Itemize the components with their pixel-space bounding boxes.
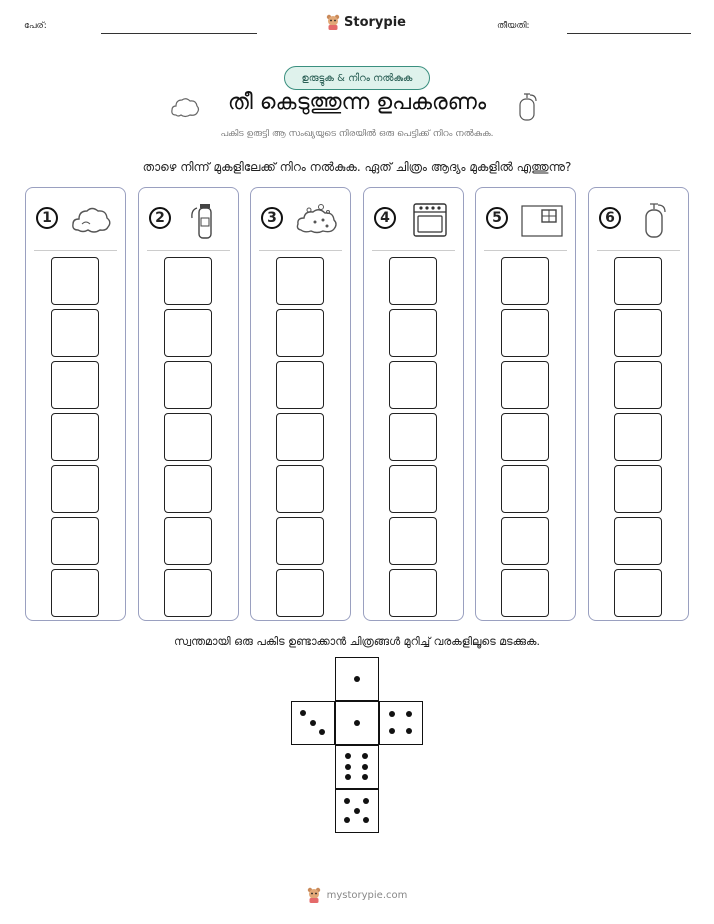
color-box[interactable]	[276, 257, 324, 305]
dice-pip	[389, 711, 395, 717]
color-box[interactable]	[51, 257, 99, 305]
bear-mascot-icon	[307, 887, 321, 903]
color-box[interactable]	[164, 465, 212, 513]
page-subtitle: പകിട ഉരുട്ടി ആ സംഖ്യയുടെ നിരയിൽ ഒരു പെട്ടിക്ക് നിറം നൽകുക.	[220, 129, 494, 139]
column-5	[475, 187, 576, 621]
color-box[interactable]	[276, 569, 324, 617]
color-box[interactable]	[276, 413, 324, 461]
column-number: 6	[599, 207, 621, 229]
dice-pip	[362, 774, 368, 780]
color-box[interactable]	[501, 361, 549, 409]
color-box[interactable]	[51, 309, 99, 357]
divider	[147, 250, 230, 251]
bear-mascot-icon	[326, 14, 340, 30]
color-box[interactable]	[389, 361, 437, 409]
color-box[interactable]	[276, 309, 324, 357]
color-box[interactable]	[501, 569, 549, 617]
divider	[259, 250, 342, 251]
color-box[interactable]	[614, 517, 662, 565]
color-box[interactable]	[389, 517, 437, 565]
color-box[interactable]	[164, 309, 212, 357]
dice-pip	[310, 720, 316, 726]
date-label: തീയതി:	[497, 21, 530, 31]
date-line[interactable]	[567, 33, 691, 34]
dice-pip	[406, 711, 412, 717]
column-6	[588, 187, 689, 621]
color-box[interactable]	[614, 361, 662, 409]
color-box[interactable]	[164, 361, 212, 409]
stove-oven-icon	[408, 200, 452, 240]
dice-instruction: സ്വന്തമായി ഒരു പകിട ഉണ്ടാക്കാൻ ചിത്രങ്ങൾ മുറിച്ച് വരകളിലൂടെ മടക്കുക.	[174, 635, 540, 648]
color-box[interactable]	[614, 309, 662, 357]
dice-pip	[345, 764, 351, 770]
smoke-cloud-icon	[70, 200, 114, 240]
foam-cloud-icon	[295, 200, 339, 240]
column-number: 4	[374, 207, 396, 229]
column-1	[25, 187, 126, 621]
color-box[interactable]	[614, 569, 662, 617]
color-box[interactable]	[501, 465, 549, 513]
color-box[interactable]	[164, 517, 212, 565]
brand-name: Storypie	[344, 14, 406, 30]
color-box[interactable]	[276, 361, 324, 409]
dice-pip	[406, 728, 412, 734]
color-box[interactable]	[389, 309, 437, 357]
color-box[interactable]	[51, 517, 99, 565]
dice-pip	[354, 676, 360, 682]
color-box[interactable]	[51, 569, 99, 617]
color-box[interactable]	[164, 413, 212, 461]
color-box[interactable]	[501, 517, 549, 565]
column-4	[363, 187, 464, 621]
footer	[0, 887, 714, 903]
color-box[interactable]	[389, 569, 437, 617]
color-box[interactable]	[389, 257, 437, 305]
color-box[interactable]	[276, 465, 324, 513]
dice-pip	[345, 753, 351, 759]
dice-pip	[319, 729, 325, 735]
color-box[interactable]	[389, 465, 437, 513]
color-box[interactable]	[501, 309, 549, 357]
window-wall-icon	[520, 200, 564, 240]
dice-pip	[362, 764, 368, 770]
divider	[484, 250, 567, 251]
name-line[interactable]	[101, 33, 257, 34]
color-box[interactable]	[51, 465, 99, 513]
gas-cylinder-icon	[514, 90, 540, 122]
dice-pip	[363, 798, 369, 804]
brand-logo	[326, 14, 406, 30]
color-box[interactable]	[164, 569, 212, 617]
color-box[interactable]	[51, 413, 99, 461]
page-title: തീ കെടുത്തുന്ന ഉപകരണം	[227, 90, 487, 115]
color-box[interactable]	[614, 413, 662, 461]
color-box[interactable]	[51, 361, 99, 409]
gas-cylinder-icon	[633, 200, 677, 240]
dice-pip	[362, 753, 368, 759]
dice-pip	[354, 808, 360, 814]
column-number: 2	[149, 207, 171, 229]
instruction-text: താഴെ നിന്ന് മുകളിലേക്ക് നിറം നൽകുക. ഏത് ചിത്രം ആദ്യം മുകളിൽ എത്തുന്നു?	[142, 160, 572, 174]
dice-face-6	[335, 745, 379, 789]
color-box[interactable]	[614, 257, 662, 305]
dice-face-4	[379, 701, 423, 745]
fire-extinguisher-icon	[183, 200, 227, 240]
dice-face-3	[291, 701, 335, 745]
dice-face-1	[335, 701, 379, 745]
dice-pip	[344, 798, 350, 804]
color-box[interactable]	[276, 517, 324, 565]
column-3	[250, 187, 351, 621]
color-box[interactable]	[164, 257, 212, 305]
dice-pip	[354, 720, 360, 726]
divider	[372, 250, 455, 251]
divider	[34, 250, 117, 251]
column-number: 5	[486, 207, 508, 229]
dice-pip	[363, 817, 369, 823]
column-number: 3	[261, 207, 283, 229]
dice-pip	[344, 817, 350, 823]
color-box[interactable]	[501, 257, 549, 305]
dice-pip	[389, 728, 395, 734]
dice-pip	[300, 710, 306, 716]
column-number: 1	[36, 207, 58, 229]
activity-tag: ഉരുട്ടുക & നിറം നൽകുക	[284, 66, 430, 90]
color-box[interactable]	[501, 413, 549, 461]
dice-face-1	[335, 657, 379, 701]
divider	[597, 250, 680, 251]
footer-url[interactable]: mystorypie.com	[326, 889, 408, 901]
dice-face-5	[335, 789, 379, 833]
color-box[interactable]	[389, 413, 437, 461]
name-label: പേര്:	[24, 21, 47, 31]
color-box[interactable]	[614, 465, 662, 513]
column-2	[138, 187, 239, 621]
dice-pip	[345, 774, 351, 780]
